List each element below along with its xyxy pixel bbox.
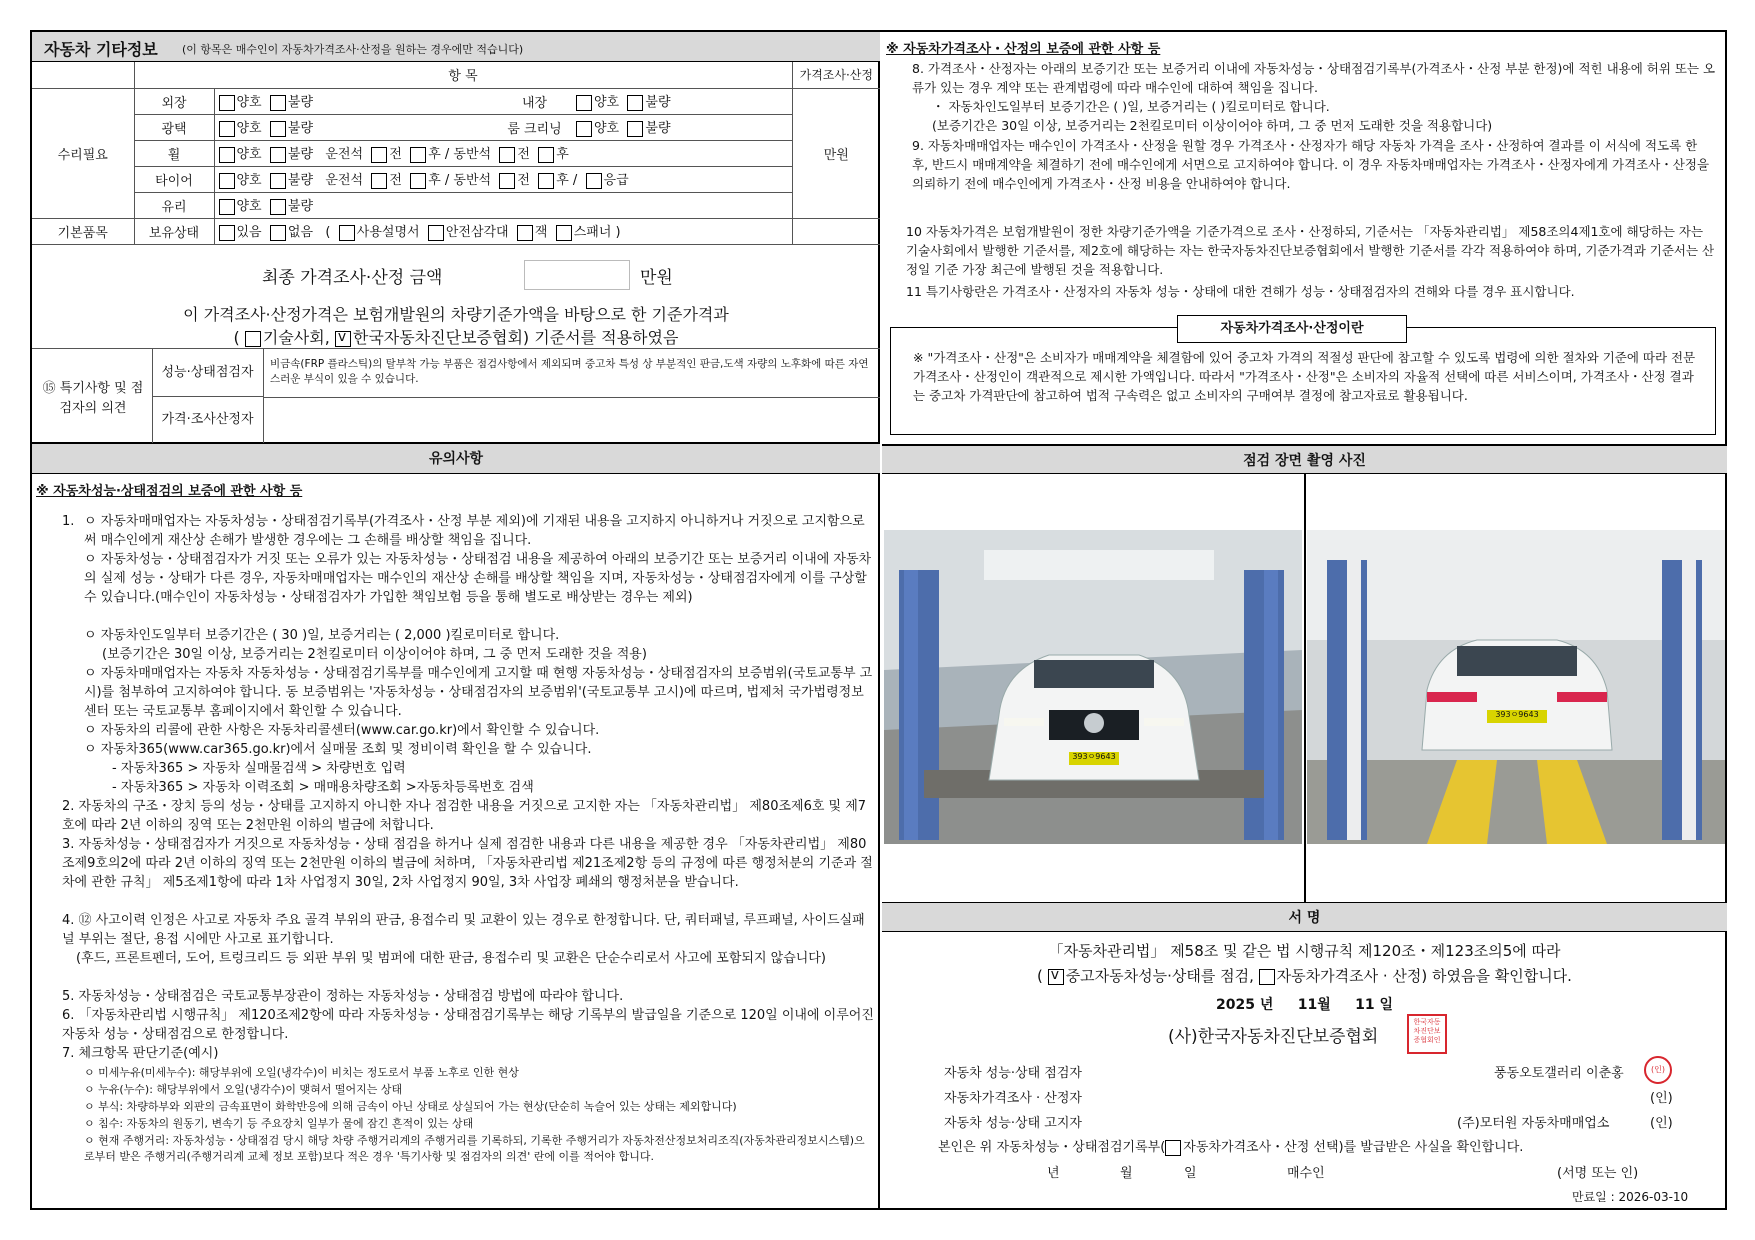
expiry-date: 만료일 : 2026-03-10: [1572, 1190, 1689, 1204]
none-checkbox[interactable]: [270, 225, 286, 241]
front-inspection-photo: [884, 530, 1302, 844]
note-7c: ㅇ 부식: 차량하부와 외판의 금속표면이 화학반응에 의해 금속이 아닌 상태로 상실되어 가는 현상(단순히 녹슬어 있는 상태는 제외합니다): [84, 1100, 737, 1113]
note-1a: ㅇ 자동차매매업자는 자동차성능・상태점검기록부(가격조사・산정 부분 제외)에 기재된 내용을 고지하지 아니하거나 거짓으로 고지함으로써 매수인에게 재산상 손해가 발생한 경우에는 그 손해를 배상할 책임을 집니다.: [84, 514, 865, 548]
date-line: [882, 994, 1727, 1014]
jack-checkbox[interactable]: [517, 225, 533, 241]
opt-bad-label: 불량: [645, 95, 671, 111]
basis-line1: 이 가격조사·산정가격은 보험개발원의 차량기준가액을 바탕으로 한 기준가격과: [183, 305, 729, 324]
opt-bad-label: 불량: [645, 121, 671, 137]
opt-good-label: 양호: [236, 147, 262, 163]
role-price: 자동차가격조사 · 산정자: [944, 1091, 1082, 1106]
none-label: 없음: [287, 225, 314, 241]
rear-passenger-label: 후 / 동반석: [428, 147, 492, 163]
price-info-table: [32, 62, 880, 254]
receipt-b: 자동차가격조사・산정 선택)를 발급받은 사실을 확인합니다.: [1183, 1140, 1524, 1155]
note-3: 3. 자동차성능・상태점검자가 거짓으로 자동차성능・상태 점검을 하거나 실제 점검한 내용과 다른 내용을 제공한 경우 「자동차관리법」 제80조제9호의2에 따라 2년 이하의 징역 또는 2천만원 이하의 벌금에 처하며, 「자동차관리법 제21조제2항 등의 규정에 따른 행정처분의 기준과 절차에 관한 규칙」 제5조제1항에 따라 1차 사업정지 30일, 2차 사업정지 90일, 3차 사업장 폐쇄의 행정처분을 받습니다.: [62, 837, 873, 890]
tire-passenger-rear-checkbox[interactable]: [538, 173, 554, 189]
wheel-bad-checkbox[interactable]: [270, 147, 286, 163]
note-1d: ㅇ 자동차매매업자는 자동차 자동차성능・상태점검기록부를 매수인에게 고지할 때 현행 자동차성능・상태점검자의 보증범위(국토교통부 고시)를 첨부하여 고지하여야 합니다. 동 보증범위는 '자동차성능・상태점검자의 보증범위'(국토교통부 고시)에 따르며, 법제처 국가법령정보센터 또는 국토교통부 홈페이지에서 확인할 수 있습니다.: [84, 666, 873, 719]
front-label: 전: [389, 147, 402, 163]
triangle-checkbox[interactable]: [428, 225, 444, 241]
opt-good-label: 양호: [236, 199, 262, 215]
tire-bad-checkbox[interactable]: [270, 173, 286, 189]
note-5: 5. 자동차성능・상태점검은 국토교통부장관이 정하는 자동차성능・상태점검 방법에 따라야 합니다.: [62, 989, 624, 1004]
repair-needed-label: 수리필요: [32, 88, 134, 218]
driver-seat-label: 운전석: [325, 147, 364, 163]
date-month: 11월: [1297, 997, 1331, 1013]
wheel-passenger-rear-checkbox[interactable]: [538, 147, 554, 163]
confirm-line: [882, 965, 1727, 986]
buyer-sign: (서명 또는 인): [1557, 1166, 1639, 1181]
role-inspector: 자동차 성능·상태 점검자: [944, 1066, 1082, 1081]
have-checkbox[interactable]: [219, 225, 235, 241]
tire-emergency-checkbox[interactable]: [586, 173, 602, 189]
price-guarantee-title: ※ 자동차가격조사・산정의 보증에 관한 사항 등: [886, 42, 1161, 57]
cleaning-bad-checkbox[interactable]: [627, 121, 643, 137]
opt-good-label: 양호: [594, 121, 620, 137]
other-info-title: 자동차 기타정보: [44, 40, 158, 59]
front-photo-image: [884, 530, 1302, 844]
price-definition-title: 자동차가격조사·산정이란: [1177, 315, 1407, 343]
special-remarks-block: [32, 348, 880, 444]
col-price-header: 가격조사·산정: [792, 62, 880, 88]
exterior-bad-checkbox[interactable]: [270, 95, 286, 111]
note-7b: ㅇ 누유(누수): 해당부위에서 오일(냉각수)이 맺혀서 떨어지는 상태: [84, 1083, 403, 1096]
final-amount-label: 최종 가격조사·산정 금액: [262, 268, 443, 288]
kadia-checkbox[interactable]: [335, 331, 351, 347]
paren-open: (: [325, 225, 331, 241]
price-definition-box: [890, 327, 1716, 435]
buyer-day: 일: [1184, 1166, 1197, 1181]
confirm-paren: (: [1037, 967, 1043, 985]
kadia-label: 한국자동차진단보증협회) 기준서를 적용하였음: [352, 328, 679, 347]
gloss-bad-checkbox[interactable]: [270, 121, 286, 137]
guarantee-9: 9. 자동차매매업자는 매수인이 가격조사・산정을 원할 경우 가격조사・산정자가 해당 자동차 가격을 조사・산정하여 결과를 이 서식에 적도록 한 후, 반드시 매매계약을 체결하기 전에 매수인에게 서면으로 고지하여야 합니다. 이 경우 자동차매매업자는 가격조사・산정자에게 가격조사・산정을 의뢰하기 전에 매수인에게 가격조사・산정 비용을 안내하여야 합니다.: [912, 138, 1710, 191]
price-inspector-label: 가격·조사산정자: [152, 397, 264, 443]
inspector-seal: [1644, 1056, 1672, 1084]
receipt-a: 본인은 위 자동차성능・상태점검기록부(: [938, 1140, 1166, 1155]
price-definition-text: ※ "가격조사・산정"은 소비자가 매매계약을 체결함에 있어 중고차 가격의 적절성 판단에 참고할 수 있도록 법령에 의한 절차와 기준에 따라 전문 가격조사・산정인이 객관적으로 제시한 가액입니다. 따라서 "가격조사・산정"은 소비자의 자율적 선택에 따른 서비스이며, 가격조사・산정 결과는 중고차 가격판단에 참고하여 법적 구속력은 없고 소비자의 구매여부 결정에 참고자료로 활용됩니다.: [913, 350, 1696, 403]
spanner-label: 스패너: [573, 225, 612, 241]
date-year: 2025 년: [1215, 997, 1274, 1013]
note-7d: ㅇ 침수: 자동차의 원동기, 변속기 등 주요장치 일부가 물에 잠긴 흔적이 있는 상태: [84, 1117, 474, 1130]
manual-checkbox[interactable]: [339, 225, 355, 241]
basis-line2: ( 기술사회, v 한국자동차진단보증협회) 기준서를 적용하였음: [32, 325, 880, 348]
emergency-label: 응급: [603, 173, 629, 189]
exterior-good-checkbox[interactable]: [219, 95, 235, 111]
signature-header: 서 명: [882, 902, 1727, 932]
final-amount-input[interactable]: [524, 260, 630, 290]
other-info-note: (이 항목은 매수인이 자동차가격조사·산정을 원하는 경우에만 적습니다): [182, 43, 524, 56]
row-interior: 내장: [497, 88, 572, 114]
final-amount-unit: 만원: [640, 268, 673, 288]
final-amount-row: [262, 260, 762, 290]
note-1e: ㅇ 자동차의 리콜에 관한 사항은 자동차리콜센터(www.car.go.kr)에서 확인할 수 있습니다.: [84, 723, 600, 738]
note-6: 6. 「자동차관리법 시행규칙」 제120조제2항에 따라 자동차성능・상태점검기록부는 해당 기록부의 발급일을 기준으로 120일 이내에 이루어진 자동차 성능・상태점검으로 한정합니다.: [62, 1008, 874, 1042]
opt-bad-label: 불량: [287, 199, 314, 215]
rear-passenger-label: 후 / 동반석: [428, 173, 492, 189]
basic-items-label: 기본품목: [32, 218, 134, 244]
opt-bad-label: 불량: [287, 147, 314, 163]
buyer-label: 매수인: [1287, 1166, 1325, 1181]
note-1f: ㅇ 자동차365(www.car365.go.kr)에서 실매물 조회 및 정비이력 확인을 할 수 있습니다.: [84, 742, 592, 757]
have-label: 있음: [236, 225, 262, 241]
receipt-line: [938, 1136, 1718, 1156]
photos-header: 점검 장면 촬영 사진: [882, 444, 1727, 474]
note-1b: ㅇ 자동차성능・상태점검자가 거짓 또는 오류가 있는 자동차성능・상태점검 내용을 제공하여 아래의 보증기간 또는 보증거리 이내에 자동차의 실제 성능・상태가 다른 경우, 자동차매매업자는 매수인의 재산상 손해를 배상할 책임을 지며, 자동차성능・상태점검자에게 이를 구상할 수 있습니다.(매수인이 자동차성능・상태점검자가 가입한 책임보험 등을 통해 별도로 배상받는 경우는 제외): [84, 552, 872, 605]
buyer-line: [882, 1162, 1727, 1182]
note-1f1: - 자동차365 > 자동차 실매물검색 > 차량번호 입력: [112, 761, 406, 776]
opt-good-label: 양호: [236, 173, 262, 189]
tech-society-label: 기술사회,: [262, 328, 330, 347]
perf-inspector-note: 비금속(FRP 플라스틱)의 탈부착 가능 부품은 점검사항에서 제외되며 중고차 특성 상 부분적인 판금,도색 자량의 노후화에 따른 자연스러운 부식이 있을 수 있습니다.: [270, 358, 869, 385]
guarantee-8-note: (보증기간은 30일 이상, 보증거리는 2천킬로미터 이상이어야 하며, 그 중 먼저 도래한 것을 적용합니다): [932, 118, 1493, 133]
signature-area: [882, 932, 1727, 1208]
tire-rear-checkbox[interactable]: [410, 173, 426, 189]
rear-photo-image: [1307, 530, 1725, 844]
record-sheet: [30, 30, 1727, 1210]
manual-label: 사용설명서: [356, 225, 420, 241]
special-remarks-label: ⑮ 특기사항 및 점검자의 의견: [42, 381, 144, 416]
other-info-title-row: [32, 32, 880, 62]
price-check-checkbox[interactable]: [1259, 969, 1275, 985]
rear-label: 후: [556, 147, 569, 163]
tire-front-checkbox[interactable]: [371, 173, 387, 189]
opt-bad-label: 불량: [287, 121, 314, 137]
row-gloss: 광택: [134, 114, 214, 140]
date-day: 11 일: [1355, 997, 1394, 1013]
guarantee-10: 10 자동차가격은 보험개발원이 정한 차량기준가액을 기준가격으로 조사・산정하되, 기준서는 「자동차관리법」 제58조의4제1호에 해당하는 자는 기술사회에서 발행한 기준서를, 제2호에 해당하는 자는 한국자동차진단보증협회에서 발행한 기준서를 각각 적용하여야 하며, 기준가격과 기준서는 산정일 기준 가장 최근에 발행된 것을 적용합니다.: [906, 224, 1715, 277]
inspector-seal-word: (인): [1651, 1065, 1665, 1074]
front-label: 전: [517, 173, 530, 189]
note-4-note: (후드, 프론트펜더, 도어, 트렁크리드 등 외판 부위 및 범퍼에 대한 판금, 용접수리 및 교환은 단순수리로서 사고에 포함되지 않습니다): [76, 951, 826, 966]
note-1c-note: (보증기간은 30일 이상, 보증거리는 2천킬로미터 이상이어야 하며, 그 중 먼저 도래한 것을 적용): [102, 647, 647, 662]
interior-bad-checkbox[interactable]: [627, 95, 643, 111]
notes-header: 유의사항: [32, 444, 880, 474]
note-7a: ㅇ 미세누유(미세누수): 해당부위에 오일(냉각수)이 비치는 정도로서 부품 노후로 인한 현상: [84, 1066, 519, 1079]
rear-slash-label: 후 /: [556, 173, 578, 189]
spanner-checkbox[interactable]: [556, 225, 572, 241]
notifier-name: (주)모터원 자동차매매업소: [1457, 1116, 1610, 1131]
opt-good-label: 양호: [594, 95, 620, 111]
row-room-cleaning: 룸 크리닝: [497, 114, 572, 140]
confirm-a: 중고자동차성능·상태를 점검,: [1065, 967, 1254, 985]
front-label: 전: [517, 147, 530, 163]
note-4: 4. ⑫ 사고이력 인정은 사고로 자동차 주요 골격 부위의 판금, 용접수리 및 교환이 있는 경우로 한정합니다. 단, 쿼터패널, 루프패널, 사이드실패널 부위는 절단, 용접 시에만 사고로 표기합니다.: [62, 913, 865, 947]
buyer-year: 년: [1047, 1166, 1060, 1181]
opt-bad-label: 불량: [287, 95, 314, 111]
glass-bad-checkbox[interactable]: [270, 199, 286, 215]
confirm-b: 자동차가격조사 · 산정) 하였음을 확인합니다.: [1276, 967, 1572, 985]
buyer-month: 월: [1120, 1166, 1133, 1181]
note-1c: ㅇ 자동차인도일부터 보증기간은 ( 30 )일, 보증거리는 ( 2,000 )킬로미터로 합니다.: [84, 628, 560, 643]
note-7e: ㅇ 현재 주행거리: 자동차성능・상태점검 당시 해당 차량 주행거리계의 주행거리를 기록하되, 기록한 주행거리가 자동차전산정보처리조직(자동차관리정보시스템)으로부터 받은 주행거리(주행거리계 교체 정보 포함)보다 적은 경우 '특기사항 및 점검자의 의견' 란에 이를 적어야 합니다.: [84, 1134, 865, 1163]
left-column: [32, 32, 880, 1208]
photos-area: [882, 474, 1727, 902]
wheel-front-checkbox[interactable]: [371, 147, 387, 163]
cleaning-good-checkbox[interactable]: [576, 121, 592, 137]
org-seal-text: 한국자동차진단보증협회인: [1413, 1018, 1441, 1044]
price-unit: 만원: [792, 88, 880, 218]
tire-good-checkbox[interactable]: [219, 173, 235, 189]
org-seal: [1407, 1014, 1447, 1054]
note-2: 2. 자동차의 구조・장치 등의 성능・상태를 고지하지 아니한 자나 점검한 내용을 거짓으로 고지한 자는 「자동차관리법」 제80조제6호 및 제7호에 따라 2년 이하의 징역 또는 2천만원 이하의 벌금에 처합니다.: [62, 799, 867, 833]
note-1f2: - 자동차365 > 자동차 이력조회 > 매매용차량조회 >자동차등록번호 검색: [112, 780, 534, 795]
inspector-name: 풍동오토갤러리 이춘홍: [1494, 1066, 1624, 1081]
interior-good-checkbox[interactable]: [576, 95, 592, 111]
law-line: 「자동차관리법」 제58조 및 같은 법 시행규칙 제120조・제123조의5에 따라: [1048, 942, 1561, 960]
note-7: 7. 체크항목 판단기준(예시): [62, 1046, 219, 1061]
guarantee-11: 11 특기사항란은 가격조사・산정자의 자동차 성능・상태에 대한 견해가 성능・상태점검자의 견해와 다를 경우 표시합니다.: [906, 284, 1575, 299]
opt-bad-label: 불량: [287, 173, 314, 189]
row-wheel: 휠: [134, 140, 214, 166]
triangle-label: 안전삼각대: [445, 225, 509, 241]
right-column: [882, 32, 1727, 1208]
price-seal: (인): [1650, 1091, 1673, 1106]
front-label: 전: [389, 173, 402, 189]
notes-body: [32, 474, 880, 1208]
driver-seat-label: 운전석: [325, 173, 364, 189]
notes-subtitle: ※ 자동차성능·상태점검의 보증에 관한 사항 등: [36, 484, 303, 499]
glass-good-checkbox[interactable]: [219, 199, 235, 215]
receipt-price-checkbox[interactable]: [1165, 1140, 1181, 1156]
wheel-passenger-front-checkbox[interactable]: [499, 147, 515, 163]
owned-state-label: 보유상태: [134, 218, 214, 244]
rear-plate: 393ㅇ9643: [1495, 710, 1539, 719]
org-name: (사)한국자동차진단보증협회: [1168, 1027, 1379, 1047]
opt-good-label: 양호: [236, 121, 262, 137]
opt-good-label: 양호: [236, 95, 262, 111]
rear-inspection-photo: [1307, 530, 1725, 844]
wheel-good-checkbox[interactable]: [219, 147, 235, 163]
guarantee-8-bullet: ・ 자동차인도일부터 보증기간은 ( )일, 보증거리는 ( )킬로미터로 합니다.: [932, 99, 1330, 114]
gloss-good-checkbox[interactable]: [219, 121, 235, 137]
col-item-header: 항 목: [134, 62, 792, 88]
tire-passenger-front-checkbox[interactable]: [499, 173, 515, 189]
row-glass: 유리: [134, 192, 214, 218]
notifier-seal: (인): [1650, 1116, 1673, 1131]
wheel-rear-checkbox[interactable]: [410, 147, 426, 163]
front-plate: 393ㅇ9643: [1072, 752, 1116, 761]
row-tire: 타이어: [134, 166, 214, 192]
row-exterior: 외장: [134, 88, 214, 114]
note-1-number: 1.: [62, 514, 75, 529]
tech-society-checkbox[interactable]: [245, 331, 261, 347]
jack-label: 잭: [534, 225, 548, 241]
used-car-check-checkbox[interactable]: [1048, 969, 1064, 985]
perf-inspector-label: 성능·상태점검자: [152, 349, 264, 397]
guarantee-8: 8. 가격조사・산정자는 아래의 보증기간 또는 보증거리 이내에 자동차성능・상태점검기록부(가격조사・산정 부분 한정)에 적힌 내용에 허위 또는 오류가 있는 경우 계약 또는 관계법령에 따라 매수인에 대하여 책임을 집니다.: [912, 61, 1716, 95]
paren-close: ): [615, 225, 621, 241]
role-notifier: 자동차 성능·상태 고지자: [944, 1116, 1082, 1131]
